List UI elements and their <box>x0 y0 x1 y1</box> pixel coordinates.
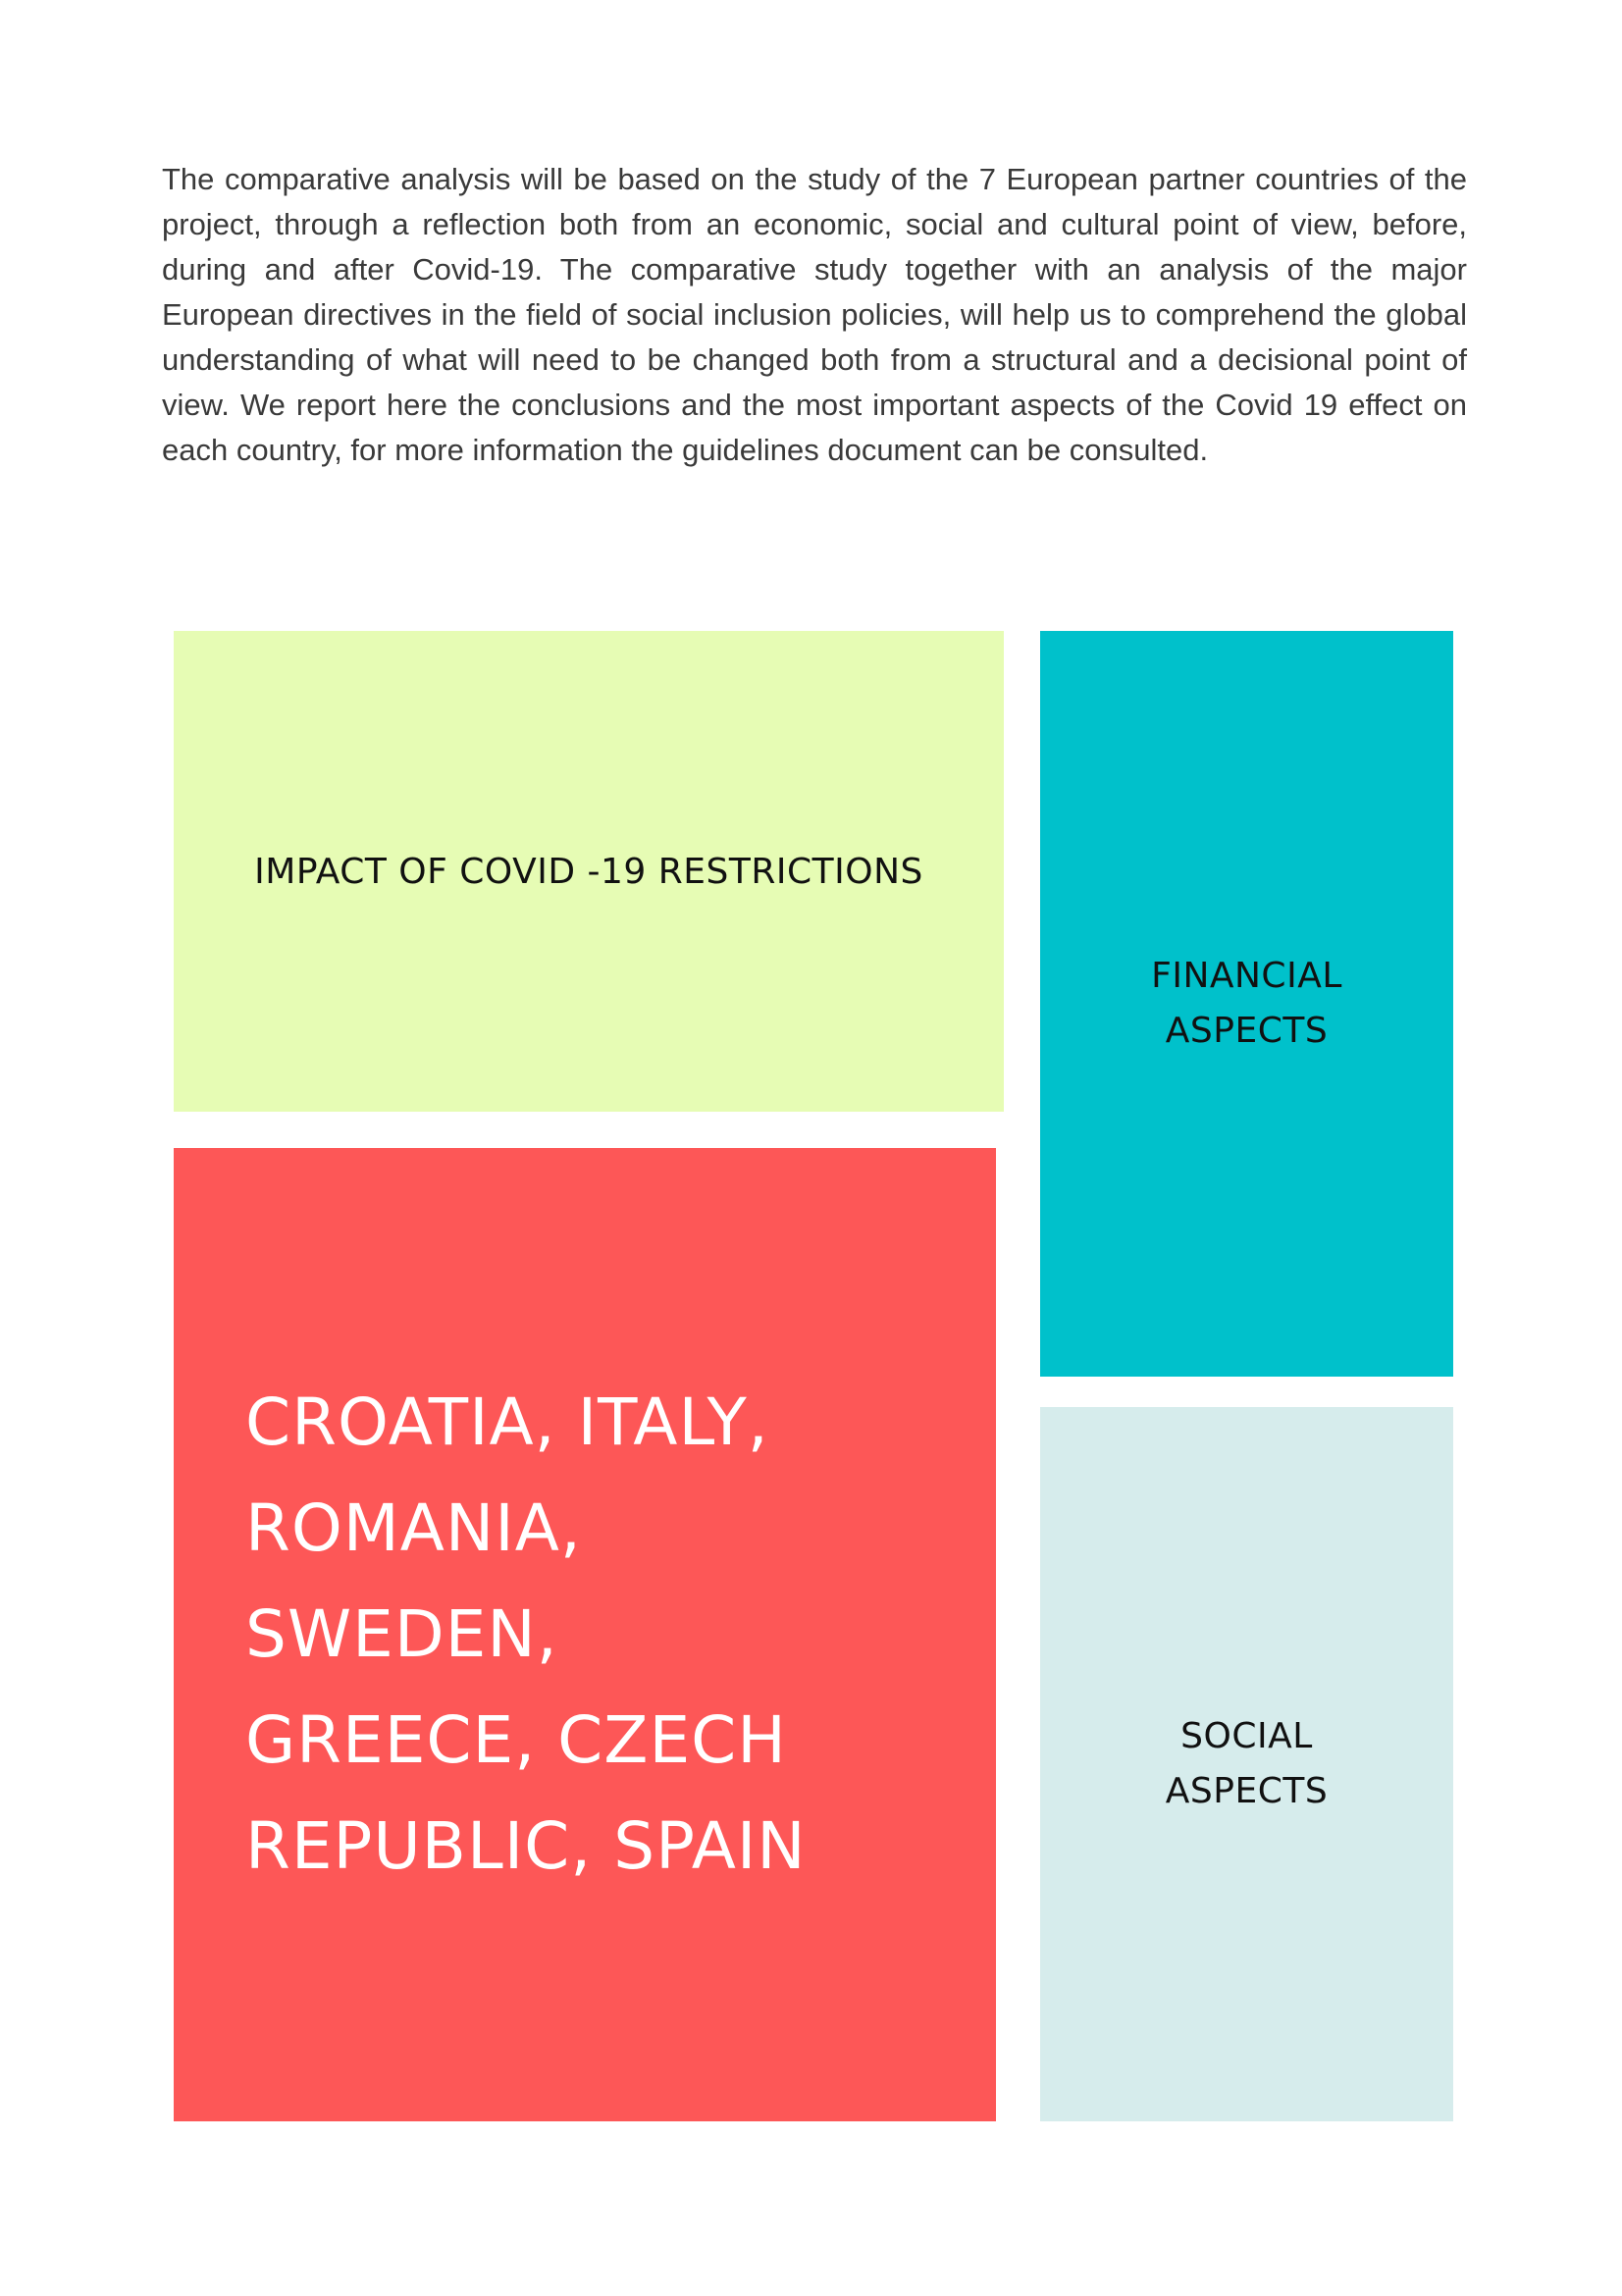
countries-box <box>174 1148 996 2121</box>
financial-aspects-box <box>1040 631 1453 1377</box>
impact-box <box>174 631 1004 1112</box>
social-aspects-box <box>1040 1407 1453 2121</box>
financial-aspects-heading: FINANCIAL ASPECTS <box>1151 956 1342 1051</box>
countries-list: CROATIA, ITALY, ROMANIA, SWEDEN, GREECE, CZECH REPUBLIC, SPAIN <box>245 1384 807 1884</box>
impact-heading: IMPACT OF COVID -19 RESTRICTIONS <box>254 851 923 892</box>
intro-paragraph: The comparative analysis will be based on the study of the 7 European partner countries of the project, through a reflection both from an economic, social and cultural point of view, before, during and after Covid-19. The comparative study together with an analysis of the major European directives in the field of social inclusion policies, will help us to comprehend the global understanding of what will need to be changed both from a structural and a decisional point of view. We report here the conclusions and the most important aspects of the Covid 19 effect on each country, for more information the guidelines document can be consulted. <box>162 162 1467 467</box>
social-aspects-heading: SOCIAL ASPECTS <box>1165 1716 1329 1811</box>
